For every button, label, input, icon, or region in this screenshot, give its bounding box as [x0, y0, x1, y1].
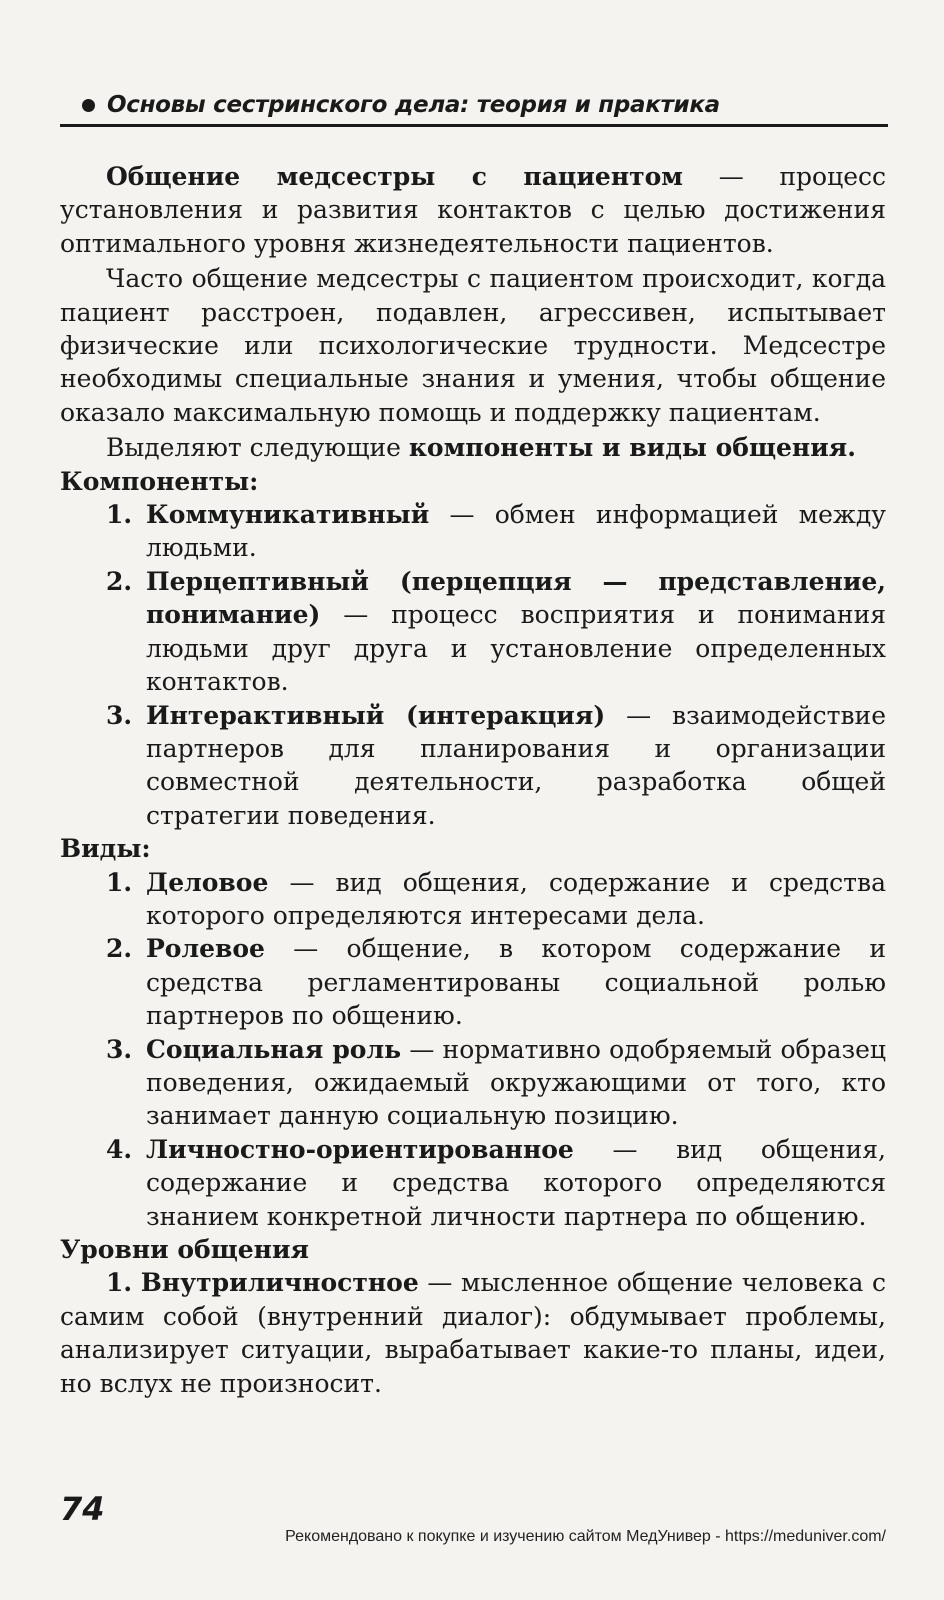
item-term: Социальная роль — [146, 1034, 402, 1064]
list-item — [106, 1033, 886, 1133]
definition-term: Общение медсестры с пациентом — [106, 162, 683, 191]
level-text: — мысленное общение человека с самим собой (внутренний диалог): обдумывает проблемы, анализирует ситуации, вырабатывает какие-то планы, идеи, но вслух не произносит. — [60, 1268, 887, 1398]
item-text: — нормативно одобряемый образец поведения, ожидаемый окружающими от того, кто занимает данную социальную позицию. — [146, 1034, 886, 1131]
item-term: Интерактивный (интеракция) — [146, 700, 606, 730]
item-term: Ролевое — [146, 934, 265, 964]
item-body — [146, 699, 886, 833]
item-number: 2. — [106, 566, 133, 596]
item-number: 1. — [106, 500, 133, 530]
item-body — [146, 866, 886, 933]
list-item — [106, 1133, 886, 1233]
item-text: — процесс восприятия и понимания людьми друг друга и установление определенных контактов. — [146, 600, 886, 697]
item-number: 1. — [106, 867, 133, 897]
item-number: 3. — [106, 1034, 133, 1064]
item-number: 2. — [106, 934, 133, 964]
item-body — [146, 932, 886, 1032]
intro-text: Выделяют следующие — [106, 433, 409, 463]
item-term: Личностно-ориентированное — [146, 1134, 574, 1164]
intro-bold: компоненты и виды общения. — [408, 433, 856, 463]
item-body — [146, 1033, 886, 1133]
page-number: 74 — [60, 1490, 105, 1528]
level-number: 1. — [106, 1268, 133, 1298]
item-term: Деловое — [146, 867, 269, 897]
list-item — [106, 932, 886, 1032]
definition-text: — процесс установления и развития контактов с целью достижения оптимального уровня жизнедеятельности пациентов. — [60, 162, 886, 258]
levels-heading: Уровни общения — [60, 1235, 309, 1264]
item-text: — общение, в котором содержание и средства регламентированы социальной ролью партнеров по общению. — [146, 934, 886, 1031]
item-number: 3. — [106, 700, 133, 730]
item-term: Перцептивный (перцепция — представление, понимание) — [146, 566, 886, 630]
footer-note: Рекомендовано к покупке и изучению сайтом МедУнивер - https://meduniver.com/ — [285, 1528, 886, 1545]
level-item — [60, 1266, 886, 1400]
item-body — [146, 498, 886, 565]
header-title: Основы сестринского дела: теория и практика — [107, 92, 720, 118]
components-heading: Компоненты: — [60, 466, 259, 496]
paragraph-context: Часто общение медсестры с пациентом происходит, когда пациент расстроен, подавлен, агрессивен, испытывает физические или психологические трудности. Медсестре необходимы специальные знания и умения, чтобы общение оказало максимальную помощь и поддержку пациентам. — [60, 264, 886, 427]
item-term: Коммуникативный — [146, 500, 430, 530]
bullet-icon — [82, 99, 95, 112]
list-item — [106, 699, 886, 833]
running-header — [60, 92, 888, 127]
item-text: — обмен информацией между людьми. — [146, 500, 886, 563]
level-term: Внутриличностное — [140, 1268, 419, 1298]
item-number: 4. — [106, 1134, 133, 1164]
item-text: — вид общения, содержание и средства которого определяются знанием конкретной личности партнера по общению. — [146, 1134, 886, 1231]
item-text: — вид общения, содержание и средства которого определяются интересами дела. — [146, 867, 886, 930]
types-heading: Виды: — [60, 834, 151, 864]
list-item — [106, 498, 886, 565]
paragraph-definition — [60, 160, 886, 260]
item-text: — взаимодействие партнеров для планирования и организации совместной деятельности, разработка общей стратегии поведения. — [146, 700, 886, 830]
item-body — [146, 1133, 886, 1233]
page-body — [60, 160, 886, 1400]
list-item — [106, 565, 886, 699]
paragraph-intro — [60, 431, 886, 464]
item-body — [146, 565, 886, 699]
list-item — [106, 866, 886, 933]
